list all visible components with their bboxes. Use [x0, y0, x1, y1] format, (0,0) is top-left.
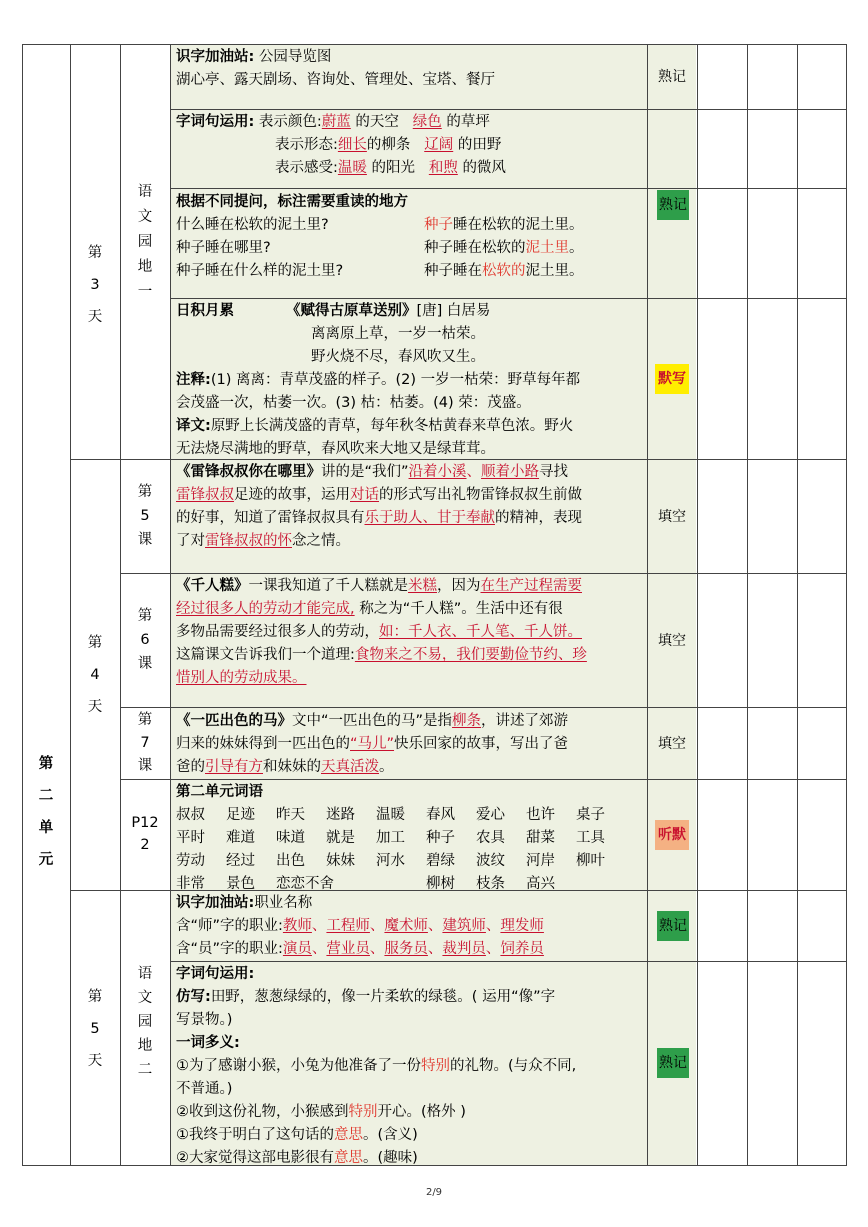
day3-label: 第 3 天 [87, 245, 103, 325]
word-item: 加工 [376, 830, 405, 846]
day5-lesson-label: 语 文 园 地 二 [137, 966, 153, 1078]
word-item: 柳树 [426, 876, 455, 892]
word-item: 柳叶 [576, 853, 605, 869]
day3-ciju: 字词句运用: 表示颜色:蔚蓝 的天空 绿色 的草坪 表示形态:细长的柳条 辽阔 的田野 表示感受:温暖 的阳光 和煦 的微风 [176, 114, 506, 176]
word-item: 河岸 [526, 853, 555, 869]
day3-zhongdu: 根据不同提问，标注需要重读的地方 什么睡在松软的泥土里? 种子睡在松软的泥土里。 种子睡在哪里? 种子睡在松软的泥土里。 种子睡在什么样的泥土里? 种子睡在松软的泥土里。 [176, 194, 584, 279]
word-item: 甜菜 [526, 830, 555, 846]
day4-label: 第 4 天 [87, 635, 103, 715]
word-item: 农具 [476, 830, 505, 846]
task-shuji-d5b: 熟记 [657, 1048, 689, 1078]
day5-shizi: 识字加油站:职业名称 含“师”字的职业:教师、工程师、魔术师、建筑师、理发师 含“员”字的职业:演员、营业员、服务员、裁判员、饲养员 [176, 895, 544, 957]
day3-riji: 日积月累 《赋得古原草送别》[唐] 白居易 离离原上草，一岁一枯荣。 野火烧不尽，春风吹又生。 注释:(1) 离离：青草茂盛的样子。(2) 一岁一枯荣：野草每年都 会茂盛一次，枯萎一次。(3) 枯：枯萎。(4) 荣：茂盛。 译文:原野上长满茂盛的青草，每年秋冬枯黄春来草色浓。野火 无法烧尽满地的野草，春风吹来大地又是绿茸茸。 [176, 303, 581, 457]
word-item: 碧绿 [426, 853, 455, 869]
word-item: 工具 [576, 830, 605, 846]
word-item: 景色 [226, 876, 255, 892]
word-item: 也许 [526, 807, 555, 823]
lesson7-label: 第 7 课 [137, 712, 153, 774]
day5-label: 第 5 天 [87, 989, 103, 1069]
day3-shizi: 识字加油站: 公园导览图 湖心亭、露天剧场、咨询处、管理处、宝塔、餐厅 [176, 49, 495, 88]
lesson6-content: 《千人糕》一课我知道了千人糕就是米糕，因为在生产过程需要 经过很多人的劳动才能完成, 称之为“千人糕”。生活中还有很 多物品需要经过很多人的劳动，如：千人衣、千人笔、千人饼。 这篇课文告诉我们一个道理:食物来之不易，我们要勤俭节约、珍 惜别人的劳动成果。 [176, 578, 587, 686]
word-item: 就是 [326, 830, 355, 846]
task-tingmo: 听默 [655, 820, 689, 850]
word-item: 春风 [426, 807, 455, 823]
lesson6-label: 第 6 课 [137, 608, 153, 672]
lesson7-content: 《一匹出色的马》文中“一匹出色的马”是指柳条，讲述了郊游 归来的妹妹得到一匹出色的“马儿”快乐回家的故事，写出了爸 爸的引导有方和妹妹的天真活泼。 [176, 713, 569, 775]
word-item: 味道 [276, 830, 305, 846]
word-item: 经过 [226, 853, 255, 869]
word-item: 出色 [276, 853, 305, 869]
word-item: 难道 [226, 830, 255, 846]
word-item: 昨天 [276, 807, 305, 823]
p12-label: P12 2 [131, 815, 159, 853]
word-item: 高兴 [526, 876, 555, 892]
word-item: 足迹 [226, 807, 255, 823]
word-item: 枝条 [476, 876, 505, 892]
word-item: 非常 [176, 876, 205, 892]
task-tiankong-6: 填空 [658, 633, 686, 649]
word-item: 温暖 [376, 807, 405, 823]
word-item: 妹妹 [326, 853, 355, 869]
page-number: 2/9 [425, 1187, 443, 1198]
task-shuji: 熟记 [658, 69, 686, 85]
task-tiankong-7: 填空 [658, 736, 686, 752]
task-tiankong-5: 填空 [658, 509, 686, 525]
task-moxie: 默写 [655, 364, 689, 394]
word-item: 桌子 [576, 807, 605, 823]
word-item: 恋恋不舍 [276, 876, 334, 892]
word-item: 劳动 [176, 853, 205, 869]
lesson5-content: 《雷锋叔叔你在哪里》讲的是“我们”沿着小溪、顺着小路寻找 雷锋叔叔足迹的故事，运用对话的形式写出礼物雷锋叔叔生前做 的好事，知道了雷锋叔叔具有乐于助人、甘于奉献的精神，表现 了对雷锋叔叔的怀念之情。 [176, 464, 582, 549]
task-shuji-green: 熟记 [657, 190, 689, 220]
word-item: 河水 [376, 853, 405, 869]
task-shuji-d5a: 熟记 [657, 911, 689, 941]
word-item: 平时 [176, 830, 205, 846]
day3-lesson-label: 语 文 园 地 一 [137, 184, 153, 300]
p12-words: 第二单元词语 叔叔 足迹 昨天 迷路 温暖 春风 爱心 也许 桌子 平时 难道 味道 就是 加工 种子 农具 甜菜 工具 劳动 经过 出色 妹妹 河水 碧绿 波纹 河岸 柳叶 非常 景色 恋恋不舍 柳树 枝条 高兴 [176, 781, 676, 896]
word-item: 迷路 [326, 807, 355, 823]
word-item: 爱心 [476, 807, 505, 823]
word-item: 叔叔 [176, 807, 205, 823]
word-item: 波纹 [476, 853, 505, 869]
word-item: 种子 [426, 830, 455, 846]
unit-label: 第 二 单 元 [38, 756, 54, 868]
lesson5-label: 第 5 课 [137, 484, 153, 548]
day5-ciju: 字词句运用: 仿写:田野，葱葱绿绿的，像一片柔软的绿毯。( 运用“像”字 写景物。) 一词多义: ①为了感谢小猴，小兔为他准备了一份特别的礼物。(与众不同, 不普通。) ②收到这份礼物，小猴感到特别开心。(格外 ) ①我终于明白了这句话的意思。(含义) ②大家觉得这部电影很有意思。(趣味) [176, 966, 577, 1166]
